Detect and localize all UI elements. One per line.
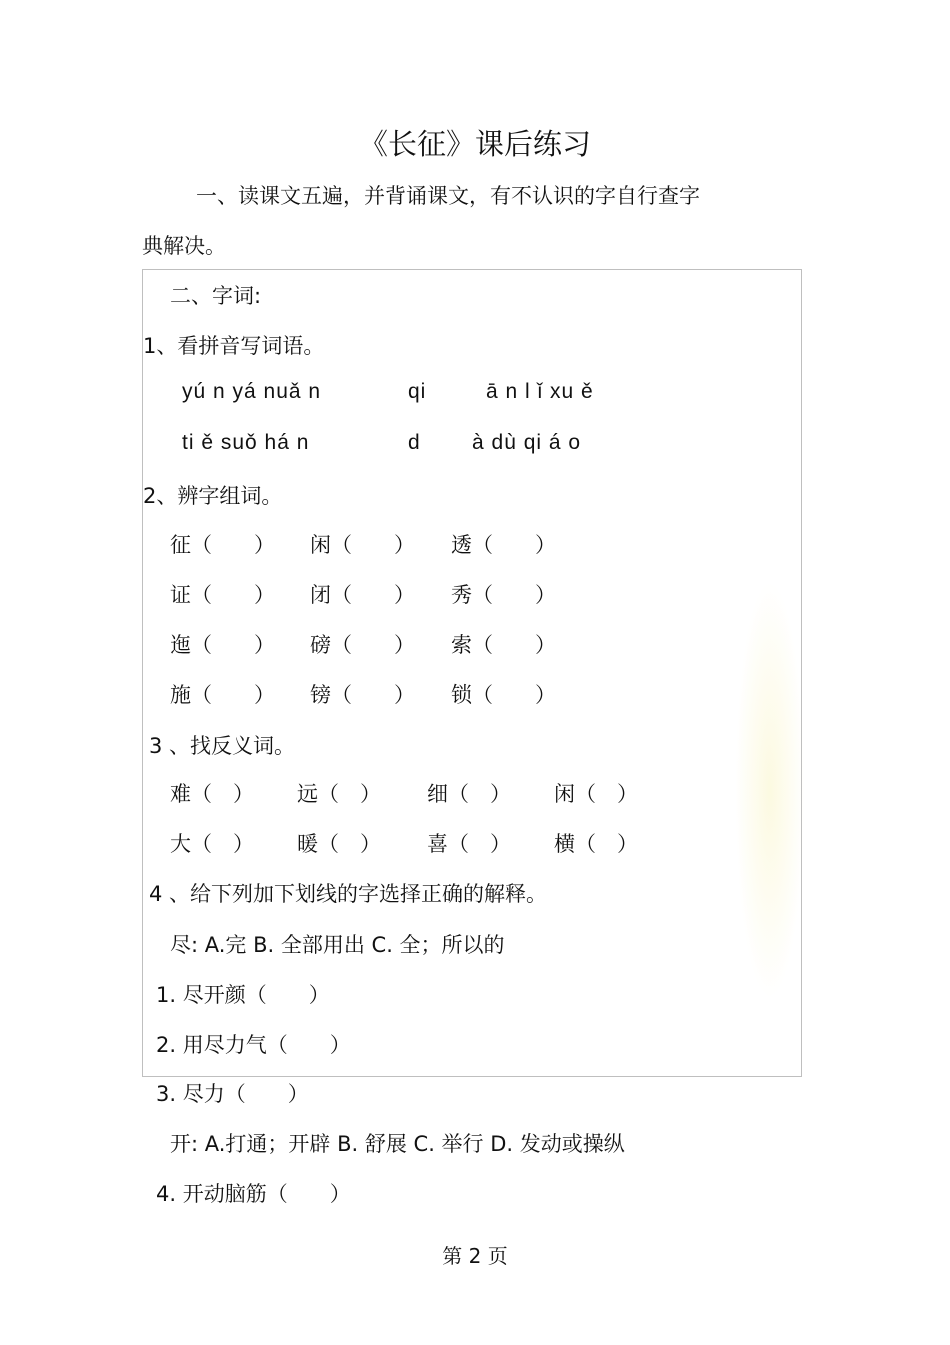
word-group-item: 索（ ） <box>451 633 556 657</box>
q1-label: 1、看拼音写词语。 <box>143 334 325 358</box>
word-group-item: 秀（ ） <box>451 583 556 607</box>
section-2-heading: 二、字词: <box>170 284 262 308</box>
word-group-item: 迤（ ） <box>170 633 275 657</box>
word-group-item: 证（ ） <box>170 583 275 607</box>
jin-definitions: 尽: A.完 B. 全部用出 C. 全；所以的 <box>170 933 505 957</box>
intro-line-1: 一、读课文五遍，并背诵课文，有不认识的字自行查字 <box>196 184 700 208</box>
q2-label: 2、辨字组词。 <box>143 484 283 508</box>
word-group-item: 征（ ） <box>170 533 275 557</box>
antonym-item: 闲（ ） <box>554 782 638 806</box>
page-number: 第 2 页 <box>442 1244 508 1268</box>
antonym-item: 横（ ） <box>554 832 638 856</box>
pinyin-word: ti ě suǒ há n <box>182 431 310 454</box>
word-group-item: 磅（ ） <box>310 633 415 657</box>
word-group-item: 施（ ） <box>170 683 275 707</box>
word-group-item: 镑（ ） <box>310 683 415 707</box>
word-group-item: 闭（ ） <box>310 583 415 607</box>
antonym-item: 难（ ） <box>170 782 254 806</box>
word-group-item: 透（ ） <box>451 533 556 557</box>
question-item: 3. 尽力（ ） <box>156 1082 309 1106</box>
kai-definitions: 开: A.打通；开辟 B. 舒展 C. 举行 D. 发动或操纵 <box>170 1132 625 1156</box>
page-title: 《长征》课后练习 <box>358 127 591 161</box>
word-group-item: 锁（ ） <box>451 683 556 707</box>
question-item: 1. 尽开颜（ ） <box>156 983 330 1007</box>
pinyin-word: à dù qi á o <box>472 431 582 454</box>
question-item: 2. 用尽力气（ ） <box>156 1033 351 1057</box>
antonym-item: 喜（ ） <box>427 832 511 856</box>
antonym-item: 远（ ） <box>297 782 381 806</box>
q3-label: 3 、找反义词。 <box>149 734 296 758</box>
pinyin-word: qi <box>408 380 427 403</box>
antonym-item: 大（ ） <box>170 832 254 856</box>
pinyin-word: d <box>408 431 421 454</box>
antonym-item: 暖（ ） <box>297 832 381 856</box>
intro-line-2: 典解决。 <box>142 234 226 258</box>
q4-label: 4 、给下列加下划线的字选择正确的解释。 <box>149 882 548 906</box>
question-item: 4. 开动脑筋（ ） <box>156 1182 351 1206</box>
antonym-item: 细（ ） <box>427 782 511 806</box>
word-group-item: 闲（ ） <box>310 533 415 557</box>
pinyin-word: ā n l ǐ xu ě <box>486 380 594 403</box>
pinyin-word: yú n yá nuǎ n <box>182 380 322 403</box>
